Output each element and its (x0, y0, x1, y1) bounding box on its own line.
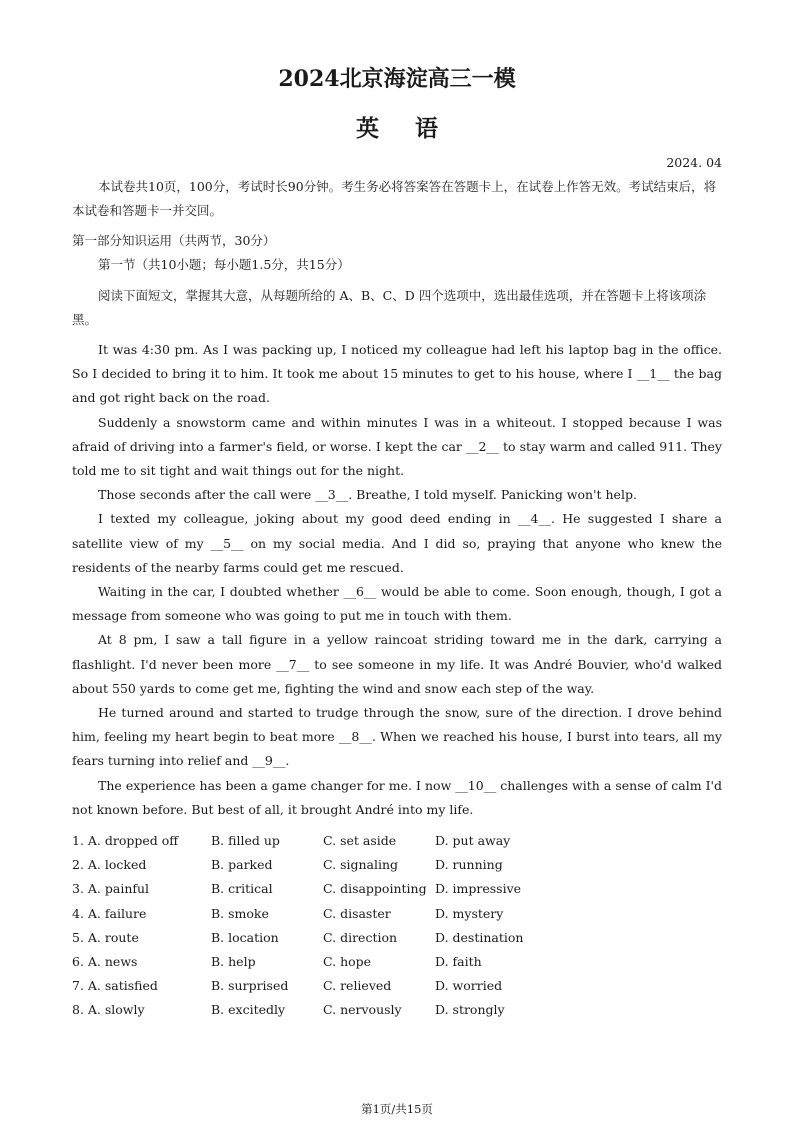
option-d: D. strongly (435, 1002, 505, 1018)
option-a: 1. A. dropped off (72, 833, 179, 848)
passage-paragraph: Suddenly a snowstorm came and within minutes I was in a whiteout. I stopped because I was afraid of driving into a farmer's field, or worse. I kept the car __2__ to stay warm and called 911. They told me to sit tight and wait things out for the night. (72, 414, 722, 479)
option-d: D. destination (435, 929, 524, 945)
passage-paragraph: It was 4:30 pm. As I was packing up, I noticed my colleague had left his laptop bag in the office. So I decided to bring it to him. It took me about 15 minutes to get to his house, where I __1__ the bag and got right back on the road. (72, 342, 722, 406)
section-one-heading: 第一节（共10小题；每小题1.5分，共15分） (98, 257, 350, 272)
question-options (72, 829, 632, 853)
option-a: 3. A. painful (72, 881, 150, 897)
option-c: C. signaling (323, 857, 399, 873)
option-b: B. help (211, 953, 256, 969)
question-options (72, 998, 632, 1022)
option-b: B. smoke (211, 905, 269, 921)
passage-paragraph: I texted my colleague, joking about my good deed ending in __4__. He suggested I share a satellite view of my __5__ on my social media. And I did so, praying that anyone who knew the residents of the nearby farms could get me rescued. (72, 511, 722, 575)
option-a: 5. A. route (72, 929, 139, 945)
question-options (72, 950, 632, 974)
option-a: 4. A. failure (72, 905, 147, 921)
section-directions: 阅读下面短文，掌握其大意，从每题所给的 A、B、C、D 四个选项中，选出最佳选项，并在答题卡上将该项涂黑。 (72, 288, 707, 328)
option-c: C. relieved (323, 978, 392, 994)
exam-title: 2024北京海淀高三一模 (278, 66, 516, 92)
option-c: C. hope (323, 953, 372, 969)
exam-instructions: 本试卷共10页，100分，考试时长90分钟。考生务必将答案答在答题卡上，在试卷上作答无效。考试结束后，将本试卷和答题卡一并交回。 (72, 179, 717, 219)
option-c: C. disaster (323, 905, 391, 921)
question-options (72, 877, 632, 901)
question-options (72, 974, 632, 998)
passage-paragraph: He turned around and started to trudge through the snow, sure of the direction. I drove behind him, feeling my heart begin to beat more __8__. When we reached his house, I burst into tears, all my fears turning into relief and __9__. (72, 705, 722, 769)
option-c: C. set aside (323, 833, 397, 848)
passage-paragraph: The experience has been a game changer for me. I now __10__ challenges with a sense of calm I'd not known before. But best of all, it brought André into my life. (72, 777, 722, 817)
option-d: D. put away (435, 833, 511, 848)
option-a: 2. A. locked (72, 857, 147, 873)
option-d: D. running (435, 857, 503, 873)
question-options (72, 853, 632, 877)
passage-paragraph: Those seconds after the call were __3__. Breathe, I told myself. Panicking won't help. (98, 487, 637, 503)
option-c: C. disappointing (323, 881, 427, 897)
passage-paragraph: Waiting in the car, I doubted whether __6__ would be able to come. Soon enough, though, I got a message from someone who was going to put me in touch with them. (72, 584, 722, 624)
page-number: 第1页/共15页 (361, 1102, 433, 1116)
option-c: C. nervously (323, 1002, 402, 1018)
option-b: B. critical (211, 881, 273, 897)
option-d: D. mystery (435, 905, 504, 921)
part-one-heading: 第一部分知识运用（共两节，30分） (72, 233, 276, 248)
exam-date: 2024. 04 (666, 155, 722, 170)
option-b: B. surprised (211, 978, 289, 994)
option-d: D. impressive (435, 881, 522, 897)
option-a: 8. A. slowly (72, 1002, 145, 1018)
reading-passage (72, 338, 722, 822)
passage-paragraph: At 8 pm, I saw a tall figure in a yellow raincoat striding toward me in the dark, carrying a flashlight. I'd never been more __7__ to see someone in my life. It was André Bouvier, who'd walked about 550 yards to come get me, fighting the wind and snow each step of the way. (72, 632, 722, 696)
option-b: B. excitedly (211, 1002, 286, 1018)
option-d: D. faith (435, 953, 482, 969)
answer-options (72, 829, 632, 1023)
option-b: B. filled up (211, 833, 280, 848)
subject-title: 英语 (356, 115, 474, 142)
option-b: B. parked (211, 857, 273, 873)
option-d: D. worried (435, 978, 503, 994)
question-options (72, 902, 632, 926)
option-a: 7. A. satisfied (72, 978, 158, 994)
option-c: C. direction (323, 929, 398, 945)
option-b: B. location (211, 929, 279, 945)
question-options (72, 926, 632, 950)
option-a: 6. A. news (72, 953, 138, 969)
